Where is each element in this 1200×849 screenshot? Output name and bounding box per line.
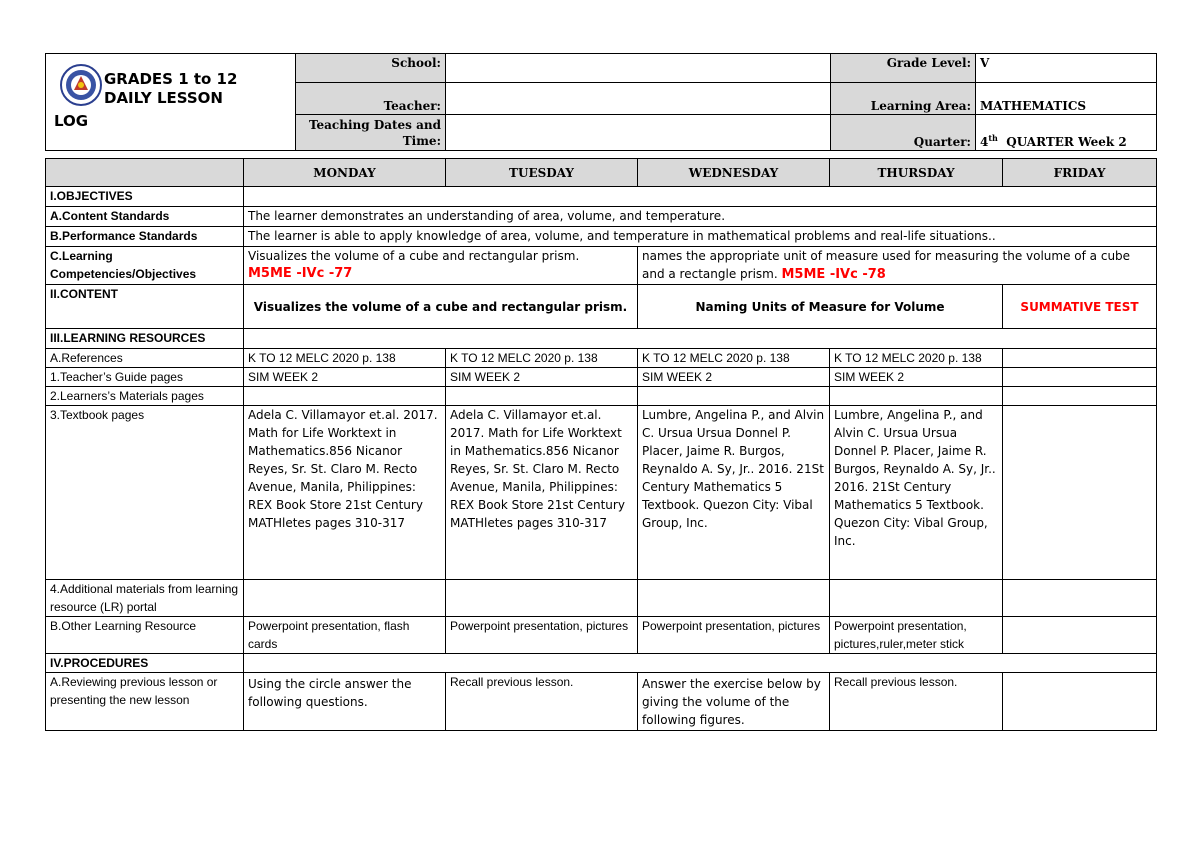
learners-materials-tue [446, 387, 638, 406]
references-mon: K TO 12 MELC 2020 p. 138 [244, 349, 446, 368]
header-table [45, 53, 1157, 151]
competency-2-code: M5ME -IVc -78 [781, 267, 886, 282]
reviewing-wed: Answer the exercise below by giving the volume of the following figures. [638, 673, 830, 731]
day-header-tuesday: TUESDAY [446, 159, 638, 187]
competency-2-text: names the appropriate unit of measure used for measuring the volume of a cube and a rectangle prism. [642, 249, 1131, 281]
content-fri: SUMMATIVE TEST [1003, 285, 1157, 329]
title-line-2: DAILY LESSON [104, 89, 223, 107]
label-additional-materials: 4.Additional materials from learning resource (LR) portal [46, 580, 244, 617]
competency-1-code: M5ME -IVc -77 [248, 266, 353, 281]
label-performance-standards: B.Performance Standards [46, 227, 244, 247]
textbook-tue: Adela C. Villamayor et.al. 2017. Math for Life Worktext in Mathematics.856 Nicanor Reyes, Sr. St. Claro M. Recto Avenue, Manila, Philippines: REX Book Store 21st Century MATHletes pages 310-317 [446, 406, 638, 580]
textbook-mon: Adela C. Villamayor et.al. 2017. Math for Life Worktext in Mathematics.856 Nicanor Reyes, Sr. St. Claro M. Recto Avenue, Manila, Philippines: REX Book Store 21st Century MATHletes pages 310-317 [244, 406, 446, 580]
title-line-3: LOG [54, 112, 89, 130]
other-resources-fri [1003, 617, 1157, 654]
additional-fri [1003, 580, 1157, 617]
lesson-table [45, 158, 1157, 731]
logo-cell [46, 54, 296, 151]
learning-area-field[interactable]: MATHEMATICS [976, 83, 1157, 115]
performance-standards-text: The learner is able to apply knowledge of area, volume, and temperature in mathematical problems and real-life situations.. [244, 227, 1157, 247]
learners-materials-thu [830, 387, 1003, 406]
label-learners-materials: 2.Learners’s Materials pages [46, 387, 244, 406]
quarter-number: 4 [980, 135, 989, 149]
label-teachers-guide: 1.Teacher’s Guide pages [46, 368, 244, 387]
competency-wed-thu [638, 247, 1157, 285]
additional-tue [446, 580, 638, 617]
corner-cell [46, 159, 244, 187]
learning-area-label: Learning Area: [831, 83, 976, 115]
label-other-resources: B.Other Learning Resource [46, 617, 244, 654]
day-header-friday: FRIDAY [1003, 159, 1157, 187]
objectives-blank [244, 187, 1157, 207]
teachers-guide-mon: SIM WEEK 2 [244, 368, 446, 387]
other-resources-wed: Powerpoint presentation, pictures [638, 617, 830, 654]
textbook-wed: Lumbre, Angelina P., and Alvin C. Ursua Ursua Donnel P. Placer, Jaime R. Burgos, Reynaldo A. Sy, Jr.. 2016. 21St Century Mathematics 5 Textbook. Quezon City: Vibal Group, Inc. [638, 406, 830, 580]
competency-mon-tue [244, 247, 638, 285]
section-objectives: I.OBJECTIVES [46, 187, 244, 207]
references-fri [1003, 349, 1157, 368]
learners-materials-wed [638, 387, 830, 406]
teaching-dates-label: Teaching Dates and Time: [296, 115, 446, 151]
document-title [104, 70, 237, 108]
teachers-guide-thu: SIM WEEK 2 [830, 368, 1003, 387]
textbook-thu: Lumbre, Angelina P., and Alvin C. Ursua Ursua Donnel P. Placer, Jaime R. Burgos, Reynaldo A. Sy, Jr.. 2016. 21St Century Mathematics 5 Textbook. Quezon City: Vibal Group, Inc. [830, 406, 1003, 580]
other-resources-tue: Powerpoint presentation, pictures [446, 617, 638, 654]
deped-seal-icon [60, 64, 102, 106]
teacher-label: Teacher: [296, 83, 446, 115]
quarter-suffix: th [988, 133, 998, 143]
teaching-dates-field[interactable] [446, 115, 831, 151]
procedures-blank [244, 654, 1157, 673]
label-competencies: C.Learning Competencies/Objectives [46, 247, 244, 285]
learners-materials-fri [1003, 387, 1157, 406]
grade-level-field[interactable]: V [976, 54, 1157, 83]
competency-1-text: Visualizes the volume of a cube and rectangular prism. [248, 249, 580, 263]
resources-blank [244, 329, 1157, 349]
day-header-monday: MONDAY [244, 159, 446, 187]
label-content-standards [46, 207, 244, 227]
teachers-guide-tue: SIM WEEK 2 [446, 368, 638, 387]
label-textbook: 3.Textbook pages [46, 406, 244, 580]
quarter-week: QUARTER Week 2 [1006, 135, 1127, 149]
label-references: A.References [46, 349, 244, 368]
reviewing-thu: Recall previous lesson. [830, 673, 1003, 731]
references-tue: K TO 12 MELC 2020 p. 138 [446, 349, 638, 368]
grade-level-label: Grade Level: [831, 54, 976, 83]
school-label: School: [296, 54, 446, 83]
other-resources-thu: Powerpoint presentation, pictures,ruler,meter stick [830, 617, 1003, 654]
content-standards-text: The learner demonstrates an understanding of area, volume, and temperature. [244, 207, 1157, 227]
section-procedures: IV.PROCEDURES [46, 654, 244, 673]
teachers-guide-fri [1003, 368, 1157, 387]
textbook-fri [1003, 406, 1157, 580]
day-header-wednesday: WEDNESDAY [638, 159, 830, 187]
references-thu: K TO 12 MELC 2020 p. 138 [830, 349, 1003, 368]
title-line-1: GRADES 1 to 12 [104, 70, 238, 88]
label-reviewing: A.Reviewing previous lesson or presenting the new lesson [46, 673, 244, 731]
section-content: II.CONTENT [46, 285, 244, 329]
references-wed: K TO 12 MELC 2020 p. 138 [638, 349, 830, 368]
content-mon-tue: Visualizes the volume of a cube and rectangular prism. [244, 285, 638, 329]
quarter-field[interactable] [976, 115, 1157, 151]
content-standards-label: A.Content Standards [50, 209, 170, 223]
reviewing-mon: Using the circle answer the following questions. [244, 673, 446, 731]
teacher-field[interactable] [446, 83, 831, 115]
school-field[interactable] [446, 54, 831, 83]
day-header-thursday: THURSDAY [830, 159, 1003, 187]
learners-materials-mon [244, 387, 446, 406]
additional-mon [244, 580, 446, 617]
section-resources: III.LEARNING RESOURCES [46, 329, 244, 349]
quarter-label: Quarter: [831, 115, 976, 151]
reviewing-tue: Recall previous lesson. [446, 673, 638, 731]
additional-thu [830, 580, 1003, 617]
additional-wed [638, 580, 830, 617]
reviewing-fri [1003, 673, 1157, 731]
teachers-guide-wed: SIM WEEK 2 [638, 368, 830, 387]
content-wed-thu: Naming Units of Measure for Volume [638, 285, 1003, 329]
other-resources-mon: Powerpoint presentation, flash cards [244, 617, 446, 654]
